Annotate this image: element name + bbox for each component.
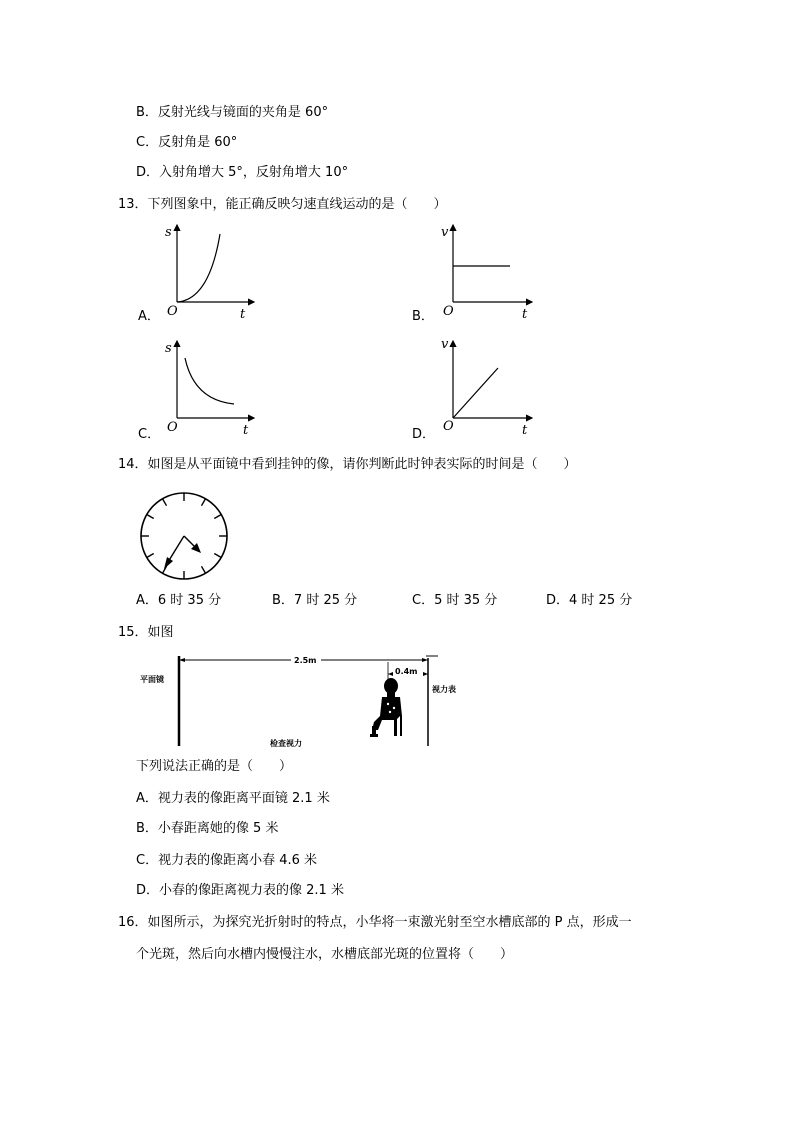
q15-prompt: 下列说法正确的是（ ） <box>136 759 293 774</box>
figure-caption: 检查视力 <box>270 739 302 748</box>
graph-a <box>134 222 264 327</box>
clock-tick <box>214 554 221 558</box>
graph-d <box>410 338 540 443</box>
graph-d-origin: O <box>443 419 454 434</box>
graph-c-origin: O <box>167 420 178 435</box>
clock-tick <box>202 566 206 573</box>
graph-d-x-label: t <box>522 423 528 438</box>
graph-a-label: A． <box>138 309 160 324</box>
q16-line-1: 16．如图所示，为探究光折射时的特点，小华将一束激光射至空水槽底部的 P 点，形成一 <box>118 915 632 930</box>
graph-b-x-label: t <box>522 307 528 322</box>
q14-option-c: C．5 时 35 分 <box>412 593 498 608</box>
clock-tick <box>147 554 154 558</box>
q14-option-d: D．4 时 25 分 <box>546 593 633 608</box>
clock-mirror-image <box>138 490 230 582</box>
distance-small-label: 0.4m <box>395 667 418 676</box>
q16-line-2: 个光斑，然后向水槽内慢慢注水，水槽底部光斑的位置将（ ） <box>136 947 514 962</box>
q12-option-d: D．入射角增大 5°，反射角增大 10° <box>136 165 349 180</box>
q14-option-a: A．6 时 35 分 <box>136 593 222 608</box>
graph-b <box>410 222 540 327</box>
q15-option-a: A．视力表的像距离平面镜 2.1 米 <box>136 791 330 806</box>
graph-c-label: C． <box>138 427 161 442</box>
graph-b-origin: O <box>443 304 454 319</box>
graph-c-y-label: s <box>165 341 172 356</box>
graph-a-y-label: s <box>165 225 172 240</box>
q14-option-b: B．7 时 25 分 <box>272 593 358 608</box>
clock-tick <box>202 499 206 506</box>
graph-c <box>134 338 264 443</box>
graph-a-origin: O <box>167 304 178 319</box>
clock-tick <box>147 515 154 519</box>
graph-d-y-label: v <box>441 337 449 352</box>
graph-a-x-label: t <box>240 307 246 322</box>
person-seated-icon <box>370 678 402 737</box>
graph-d-label: D． <box>412 427 436 442</box>
q15-option-c: C．视力表的像距离小春 4.6 米 <box>136 853 318 868</box>
clock-tick <box>163 499 167 506</box>
graph-b-y-label: v <box>441 225 449 240</box>
q12-option-b: B．反射光线与镜面的夹角是 60° <box>136 105 329 120</box>
distance-total-label: 2.5m <box>294 656 317 665</box>
graph-b-label: B． <box>412 309 434 324</box>
mirror-label: 平面镜 <box>140 675 164 684</box>
q15-option-d: D．小春的像距离视力表的像 2.1 米 <box>136 883 344 898</box>
q13-stem: 13．下列图象中，能正确反映匀速直线运动的是（ ） <box>118 197 447 212</box>
clock-tick <box>214 515 221 519</box>
graph-c-x-label: t <box>243 423 249 438</box>
q15-stem: 15．如图 <box>118 625 174 640</box>
q12-option-c: C．反射角是 60° <box>136 135 238 150</box>
eye-chart-label: 视力表 <box>432 685 456 694</box>
q14-stem: 14．如图是从平面镜中看到挂钟的像，请你判断此时钟表实际的时间是（ ） <box>118 457 577 472</box>
eye-test-figure <box>138 650 468 752</box>
q15-option-b: B．小春距离她的像 5 米 <box>136 821 279 836</box>
